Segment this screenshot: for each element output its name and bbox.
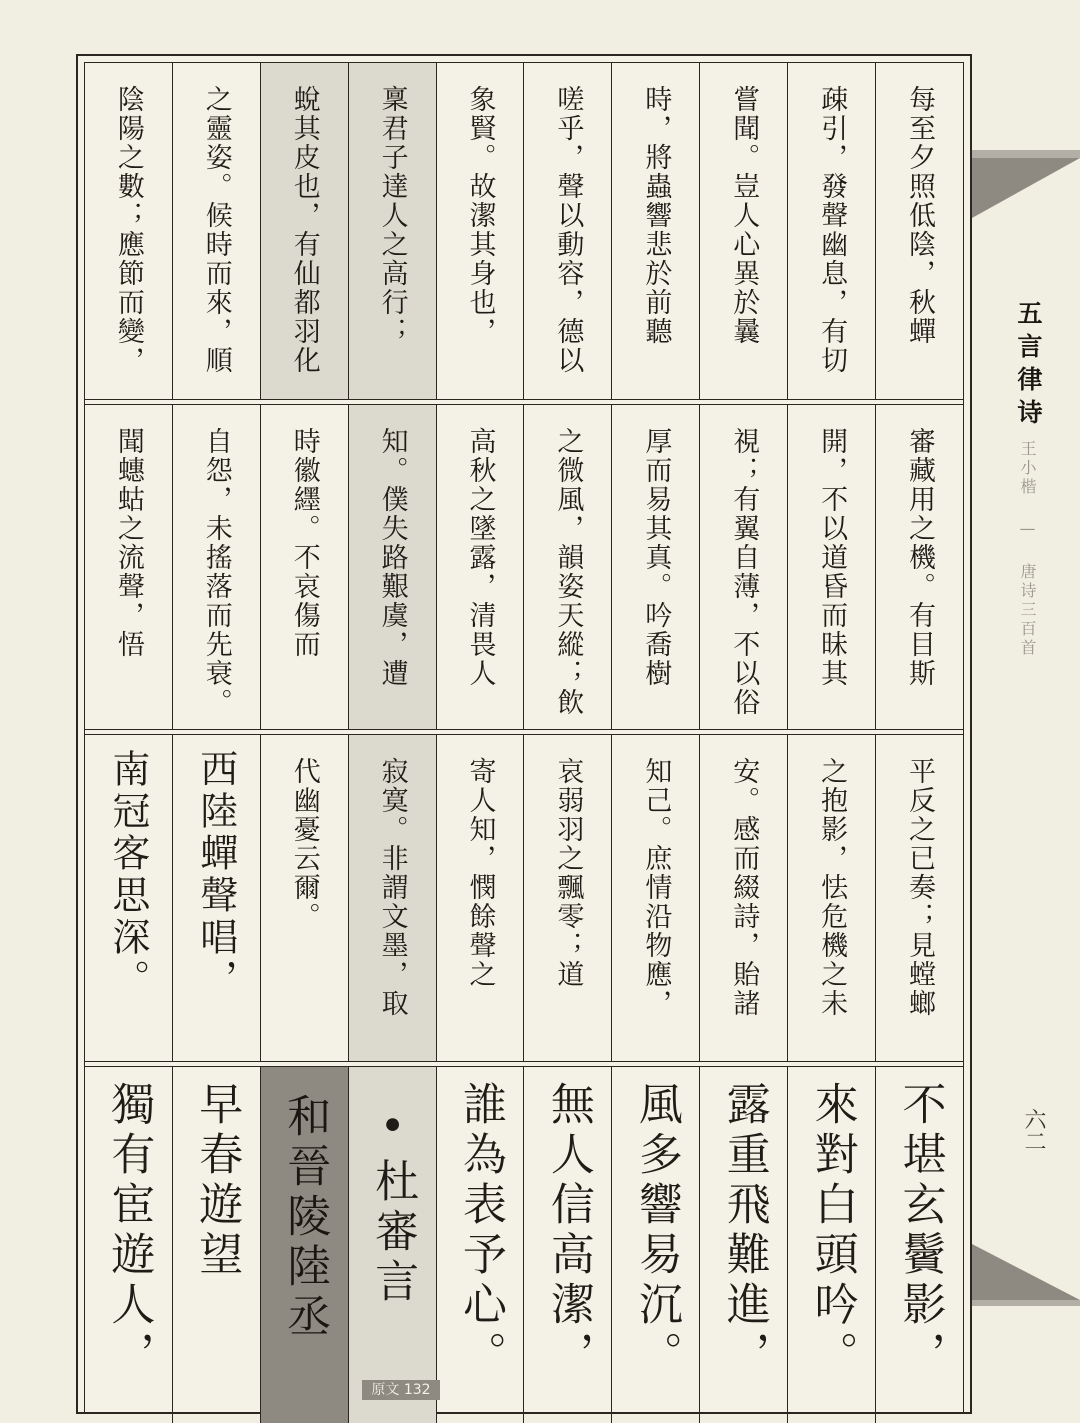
text-column: 象賢。故潔其身也， (436, 63, 524, 399)
text-column: 來對白頭吟。 (787, 1067, 875, 1423)
text-column: 哀弱羽之飄零；道 (523, 735, 611, 1061)
text-column: 視；有翼自薄，不以俗 (699, 405, 787, 729)
page-number: 六二 (1021, 1108, 1046, 1152)
text-column: 誰為表予心。 (436, 1067, 524, 1423)
text-band-4 (85, 1067, 963, 1423)
text-column: 陰陽之數；應節而變， (112, 85, 144, 375)
poem-title-column: 和晉陵陸丞 (260, 1067, 348, 1423)
text-column: 聞蟪蛄之流聲，悟 (112, 427, 144, 659)
text-column: 高秋之墜露，清畏人 (436, 405, 524, 729)
text-column: 寂寞。非謂文墨，取 (348, 735, 436, 1061)
page-frame (76, 54, 972, 1414)
section-title: 五言律诗 (1014, 300, 1043, 432)
text-column: 早春遊望 (172, 1067, 260, 1423)
text-column: 之靈姿。候時而來，順 (172, 63, 260, 399)
text-band-3 (85, 735, 963, 1061)
text-column: 之微風，韻姿天縱；飲 (523, 405, 611, 729)
text-column: 時，將蟲響悲於前聽 (611, 63, 699, 399)
text-column: 寄人知，憫餘聲之 (436, 735, 524, 1061)
text-column: 平反之已奏；見螳螂 (875, 735, 963, 1061)
text-column: 南冠客思深。 (105, 749, 150, 1001)
bottom-page-tab (972, 1244, 1080, 1300)
top-tab-edge (972, 150, 1080, 158)
text-column: 每至夕照低陰，秋蟬 (875, 63, 963, 399)
text-band-2 (85, 405, 963, 729)
text-column: 稟君子達人之高行； (348, 63, 436, 399)
bottom-tab-edge (972, 1300, 1080, 1306)
text-column: 自怨，未搖落而先衰。 (172, 405, 260, 729)
text-column: 厚而易其真。吟喬樹 (611, 405, 699, 729)
text-column: 疎引，發聲幽息，有切 (787, 63, 875, 399)
text-column: 獨有宦遊人， (103, 1081, 155, 1381)
text-band-1 (85, 63, 963, 399)
text-column: 西陸蟬聲唱， (172, 735, 260, 1061)
top-page-tab (972, 158, 1080, 218)
text-column: 不堪玄鬢影， (875, 1067, 963, 1423)
text-grid (84, 62, 964, 1412)
text-column: 蛻其皮也，有仙都羽化 (260, 63, 348, 399)
text-column: 時徽纆。不哀傷而 (260, 405, 348, 729)
text-column: 風多響易沉。 (611, 1067, 699, 1423)
text-column: 開，不以道昏而昧其 (787, 405, 875, 729)
text-column: 安。感而綴詩，貽諸 (699, 735, 787, 1061)
text-column: 露重飛難進， (699, 1067, 787, 1423)
text-column: 知。僕失路艱虞，遭 (348, 405, 436, 729)
text-column: 嘗聞。豈人心異於曩 (699, 63, 787, 399)
section-subtitle: 王小楷 — 唐诗三百首 (1018, 440, 1037, 658)
author-column: •杜審言 (348, 1067, 436, 1423)
text-column: 嗟乎，聲以動容，德以 (523, 63, 611, 399)
text-column: 無人信高潔， (523, 1067, 611, 1423)
text-column: 之抱影，怯危機之未 (787, 735, 875, 1061)
text-column: 代幽憂云爾。 (260, 735, 348, 1061)
source-page-tag: 原文 132 (362, 1380, 440, 1400)
text-column: 審藏用之機。有目斯 (875, 405, 963, 729)
text-column: 知己。庶情沿物應， (611, 735, 699, 1061)
